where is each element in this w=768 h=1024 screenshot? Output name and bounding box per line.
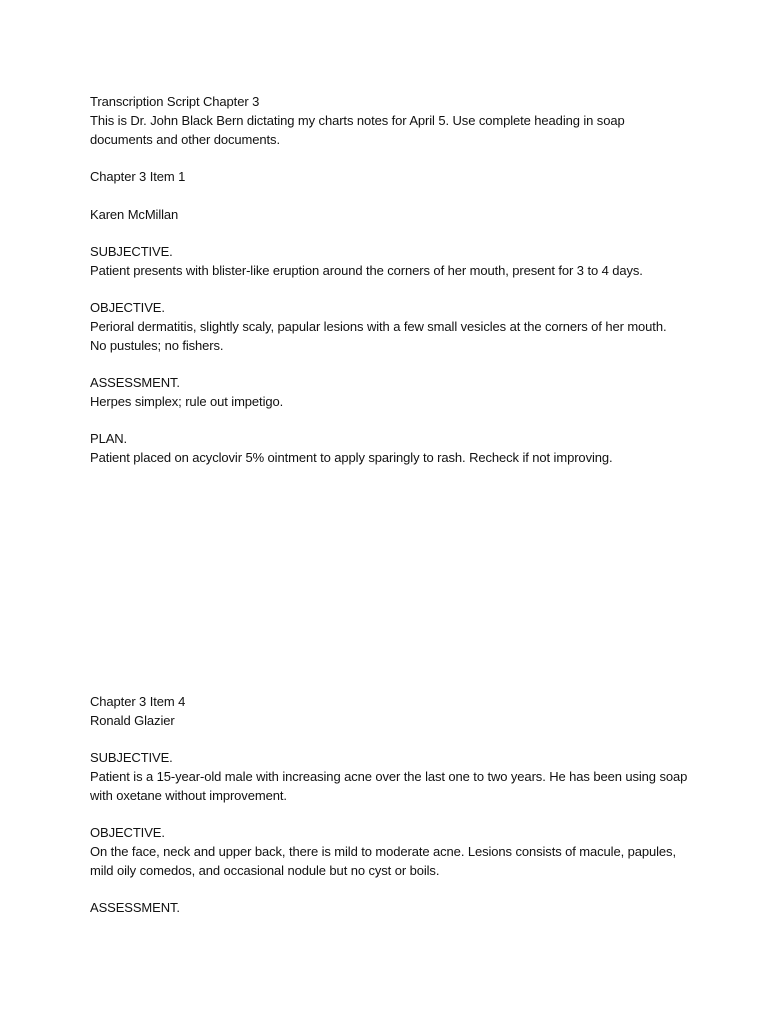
item4-subjective-label: SUBJECTIVE. [90, 750, 173, 765]
item4-subjective-text-line-2: with oxetane without improvement. [90, 788, 287, 803]
item1-assessment-label: ASSESSMENT. [90, 375, 180, 390]
item4-objective-label: OBJECTIVE. [90, 825, 165, 840]
item4-assessment-label: ASSESSMENT. [90, 900, 180, 915]
item1-subjective-text: Patient presents with blister-like eruption around the corners of her mouth, present for 3 to 4 days. [90, 263, 643, 278]
item4-objective-text-line-1: On the face, neck and upper back, there is mild to moderate acne. Lesions consists of macule, papules, [90, 844, 676, 859]
item1-patient-name: Karen McMillan [90, 207, 179, 222]
intro-text-line-2: documents and other documents. [90, 132, 280, 147]
item4-subjective-text-line-1: Patient is a 15-year-old male with increasing acne over the last one to two years. He has been using soap [90, 769, 688, 784]
item1-objective-text-line-1: Perioral dermatitis, slightly scaly, papular lesions with a few small vesicles at the corners of her mouth. [90, 319, 667, 334]
intro-text-line-1: This is Dr. John Black Bern dictating my charts notes for April 5. Use complete heading in soap [90, 113, 625, 128]
item1-subjective-label: SUBJECTIVE. [90, 244, 173, 259]
item1-objective-label: OBJECTIVE. [90, 300, 165, 315]
item4-objective-text-line-2: mild oily comedos, and occasional nodule but no cyst or boils. [90, 863, 440, 878]
item1-heading: Chapter 3 Item 1 [90, 169, 186, 184]
item1-plan-label: PLAN. [90, 431, 128, 446]
item1-plan-text: Patient placed on acyclovir 5% ointment to apply sparingly to rash. Recheck if not improving. [90, 450, 613, 465]
document-title: Transcription Script Chapter 3 [90, 94, 260, 109]
item1-assessment-text: Herpes simplex; rule out impetigo. [90, 394, 284, 409]
item4-heading: Chapter 3 Item 4 [90, 694, 186, 709]
item4-patient-name: Ronald Glazier [90, 713, 175, 728]
item1-objective-text-line-2: No pustules; no fishers. [90, 338, 224, 353]
